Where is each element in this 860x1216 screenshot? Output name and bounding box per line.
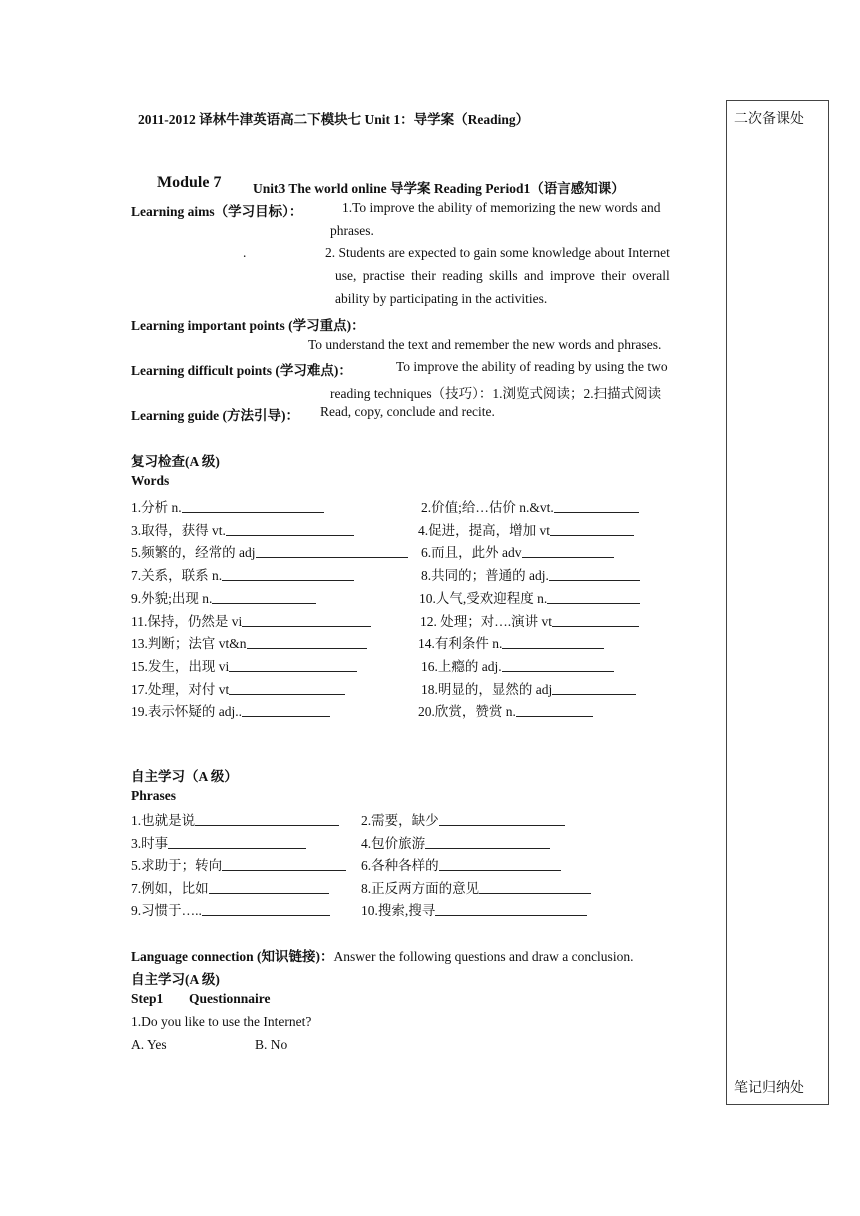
word-prompt: 3.取得，获得 vt. bbox=[131, 523, 226, 538]
word-item bbox=[131, 632, 367, 652]
words-heading: Words bbox=[131, 473, 170, 488]
summary-notes-label: 笔记归纳处 bbox=[734, 1081, 804, 1096]
answer-blank[interactable] bbox=[552, 613, 639, 627]
question-1: 1.Do you like to use the Internet? bbox=[131, 1014, 312, 1029]
word-item bbox=[131, 519, 354, 539]
answer-blank[interactable] bbox=[425, 835, 550, 849]
word-item bbox=[131, 678, 345, 698]
notes-sidebar-box bbox=[726, 100, 829, 1105]
answer-blank[interactable] bbox=[242, 613, 371, 627]
answer-blank[interactable] bbox=[209, 880, 329, 894]
answer-blank[interactable] bbox=[222, 567, 354, 581]
word-item bbox=[421, 564, 640, 584]
answer-blank[interactable] bbox=[242, 703, 330, 717]
word-item bbox=[131, 541, 408, 561]
word-item bbox=[421, 541, 614, 561]
word-item bbox=[418, 519, 634, 539]
word-prompt: 4.促进，提高，增加 vt bbox=[418, 523, 551, 538]
self-study-heading: 自主学习（A 级） bbox=[131, 769, 238, 784]
learning-aim-2: 2. Students are expected to gain some knowledge about Internet bbox=[325, 245, 670, 260]
step1-label: Step1 bbox=[131, 991, 164, 1006]
phrase-prompt: 1.也就是说 bbox=[131, 813, 196, 828]
phrase-item bbox=[131, 899, 330, 919]
answer-blank[interactable] bbox=[502, 658, 614, 672]
word-item bbox=[421, 655, 614, 675]
answer-blank[interactable] bbox=[229, 681, 345, 695]
phrase-prompt: 2.需要，缺少 bbox=[361, 813, 439, 828]
learning-guide-text: Read, copy, conclude and recite. bbox=[320, 404, 495, 419]
important-points-label: Learning important points (学习重点)： bbox=[131, 318, 365, 333]
answer-blank[interactable] bbox=[202, 902, 330, 916]
review-heading: 复习检查(A 级) bbox=[131, 454, 220, 469]
revision-notes-label: 二次备课处 bbox=[734, 112, 804, 127]
language-connection-label: Language connection (知识链接)： bbox=[131, 949, 334, 964]
answer-blank[interactable] bbox=[435, 902, 587, 916]
word-prompt: 9.外貌;出现 n. bbox=[131, 591, 213, 606]
phrase-item bbox=[131, 832, 306, 852]
word-prompt: 1.分析 n. bbox=[131, 500, 182, 515]
answer-blank[interactable] bbox=[182, 499, 324, 513]
phrase-prompt: 7.例如，比如 bbox=[131, 881, 209, 896]
word-prompt: 2.价值;给…估价 n.&vt. bbox=[421, 500, 554, 515]
question-1-option-a: A. Yes bbox=[131, 1037, 167, 1052]
answer-blank[interactable] bbox=[439, 857, 561, 871]
phrase-item bbox=[361, 809, 565, 829]
step1-title: Questionnaire bbox=[189, 991, 271, 1006]
phrase-item bbox=[361, 899, 587, 919]
word-prompt: 13.判断；法官 vt&n bbox=[131, 636, 247, 651]
answer-blank[interactable] bbox=[439, 812, 565, 826]
word-prompt: 16.上瘾的 adj. bbox=[421, 659, 502, 674]
word-prompt: 5.频繁的，经常的 adj bbox=[131, 545, 256, 560]
word-item bbox=[131, 496, 324, 516]
learning-aim-2-end: ability by participating in the activities. bbox=[335, 291, 548, 306]
answer-blank[interactable] bbox=[222, 857, 346, 871]
stray-dot: . bbox=[243, 245, 247, 260]
word-prompt: 17.处理，对付 vt bbox=[131, 682, 230, 697]
learning-guide-label: Learning guide (方法引导)： bbox=[131, 408, 300, 423]
answer-blank[interactable] bbox=[212, 590, 316, 604]
document-header: 2011-2012 译林牛津英语高二下模块七 Unit 1：导学案（Reading） bbox=[138, 112, 530, 127]
answer-blank[interactable] bbox=[502, 635, 604, 649]
word-prompt: 6.而且，此外 adv bbox=[421, 545, 522, 560]
phrase-prompt: 5.求助于；转向 bbox=[131, 858, 223, 873]
language-connection bbox=[131, 945, 633, 965]
answer-blank[interactable] bbox=[554, 499, 639, 513]
answer-blank[interactable] bbox=[195, 812, 339, 826]
learning-aim-1-cont: phrases. bbox=[330, 223, 374, 238]
word-prompt: 12. 处理；对….演讲 vt bbox=[420, 614, 553, 629]
phrase-item bbox=[131, 809, 339, 829]
phrase-item bbox=[361, 832, 550, 852]
phrases-heading: Phrases bbox=[131, 788, 176, 803]
phrase-prompt: 10.搜索,搜寻 bbox=[361, 903, 436, 918]
answer-blank[interactable] bbox=[229, 658, 357, 672]
learning-aims-label: Learning aims（学习目标）： bbox=[131, 204, 303, 219]
phrase-prompt: 8.正反两方面的意见 bbox=[361, 881, 480, 896]
phrase-item bbox=[361, 854, 561, 874]
answer-blank[interactable] bbox=[226, 522, 354, 536]
word-prompt: 19.表示怀疑的 adj.. bbox=[131, 704, 242, 719]
difficult-points-text-cont: reading techniques（技巧）：1.浏览式阅读；2.扫描式阅读 bbox=[330, 386, 662, 401]
answer-blank[interactable] bbox=[247, 635, 367, 649]
phrase-prompt: 3.时事 bbox=[131, 836, 169, 851]
word-item bbox=[421, 678, 636, 698]
question-1-option-b: B. No bbox=[255, 1037, 288, 1052]
self-study-heading-2: 自主学习(A 级) bbox=[131, 972, 220, 987]
answer-blank[interactable] bbox=[479, 880, 591, 894]
answer-blank[interactable] bbox=[256, 544, 408, 558]
phrase-prompt: 6.各种各样的 bbox=[361, 858, 439, 873]
word-prompt: 18.明显的，显然的 adj bbox=[421, 682, 553, 697]
phrase-item bbox=[131, 877, 329, 897]
word-prompt: 10.人气,受欢迎程度 n. bbox=[419, 591, 548, 606]
answer-blank[interactable] bbox=[550, 522, 634, 536]
word-item bbox=[131, 700, 330, 720]
unit-title: Unit3 The world online 导学案 Reading Period1（语言感知课） bbox=[253, 181, 625, 196]
word-item bbox=[421, 496, 639, 516]
word-prompt: 15.发生，出现 vi bbox=[131, 659, 230, 674]
word-item bbox=[131, 610, 371, 630]
word-item bbox=[418, 700, 593, 720]
answer-blank[interactable] bbox=[547, 590, 640, 604]
difficult-points-text: To improve the ability of reading by using the two bbox=[396, 359, 668, 374]
phrase-prompt: 4.包价旅游 bbox=[361, 836, 426, 851]
phrase-prompt: 9.习惯于….. bbox=[131, 903, 202, 918]
answer-blank[interactable] bbox=[549, 567, 640, 581]
learning-aim-1: 1.To improve the ability of memorizing the new words and bbox=[342, 200, 661, 215]
learning-aim-2-cont: use, practise their reading skills and improve their overall bbox=[335, 268, 670, 283]
word-prompt: 7.关系，联系 n. bbox=[131, 568, 223, 583]
word-item bbox=[420, 610, 639, 630]
answer-blank[interactable] bbox=[552, 681, 636, 695]
module-title: Module 7 bbox=[157, 174, 222, 191]
word-item bbox=[131, 655, 357, 675]
important-points-text: To understand the text and remember the new words and phrases. bbox=[308, 337, 662, 352]
word-prompt: 8.共同的；普通的 adj. bbox=[421, 568, 549, 583]
answer-blank[interactable] bbox=[516, 703, 593, 717]
word-item bbox=[418, 632, 604, 652]
word-item bbox=[419, 587, 640, 607]
language-connection-text: Answer the following questions and draw a conclusion. bbox=[333, 949, 634, 964]
word-item bbox=[131, 564, 354, 584]
phrase-item bbox=[131, 854, 346, 874]
answer-blank[interactable] bbox=[522, 544, 614, 558]
word-prompt: 20.欣赏，赞赏 n. bbox=[418, 704, 516, 719]
difficult-points-label: Learning difficult points (学习难点)： bbox=[131, 363, 352, 378]
word-prompt: 11.保持，仍然是 vi bbox=[131, 614, 243, 629]
word-item bbox=[131, 587, 316, 607]
word-prompt: 14.有利条件 n. bbox=[418, 636, 503, 651]
phrase-item bbox=[361, 877, 591, 897]
answer-blank[interactable] bbox=[168, 835, 306, 849]
